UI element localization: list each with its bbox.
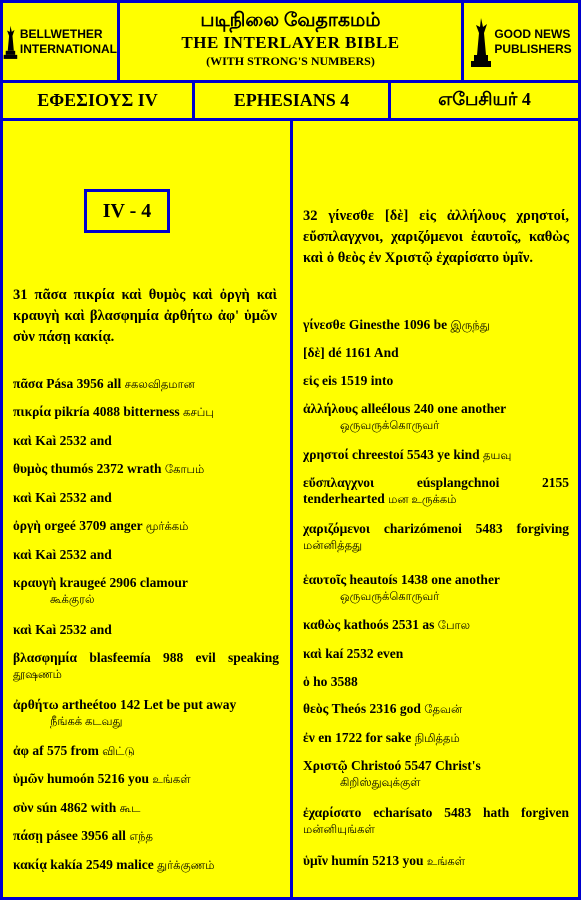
transliteration-strongs-gloss: charizómenoi 5483 forgiving [383, 521, 569, 536]
subtitle: (WITH STRONG'S NUMBERS) [206, 54, 375, 68]
statue-logo-icon [3, 15, 18, 69]
word-entry [13, 547, 279, 563]
greek-word: καθὼς [303, 617, 344, 632]
word-entry [13, 433, 279, 449]
word-entry [303, 674, 569, 690]
word-entry [303, 572, 569, 605]
transliteration-strongs-gloss: kraugeé 2906 clamour [59, 575, 188, 590]
transliteration-strongs-gloss: Kaì 2532 and [35, 433, 112, 448]
word-entry [303, 805, 569, 838]
title-box [120, 3, 461, 80]
transliteration-strongs-gloss: Theós 2316 god [331, 701, 425, 716]
word-entry [303, 758, 569, 791]
header [3, 3, 578, 83]
book-bar [3, 83, 578, 121]
tamil-gloss: தயவு [483, 450, 512, 462]
greek-word: πικρία [13, 404, 55, 419]
transliteration-strongs-gloss: kakía 2549 malice [50, 857, 158, 872]
word-entry [13, 490, 279, 506]
transliteration-strongs-gloss: heautoís 1438 one another [349, 572, 500, 587]
transliteration-strongs-gloss: eúsplangchnoi 2155 tenderhearted [303, 475, 570, 506]
statue-logo-icon [470, 15, 492, 69]
greek-word: ὁ [303, 674, 314, 689]
greek-word: ἀρθήτω [13, 697, 62, 712]
transliteration-strongs-gloss: chreestoí 5543 ye kind [352, 447, 484, 462]
tamil-gloss: உங்கள் [426, 856, 466, 868]
greek-word: ἀφ [13, 743, 33, 758]
greek-word: ἀλλήλους [303, 401, 361, 416]
greek-word: καὶ [13, 547, 36, 562]
tamil-gloss: நிமித்தம் [414, 733, 460, 745]
tamil-gloss: தூஷணம் [13, 669, 62, 681]
word-entry [303, 617, 569, 634]
transliteration-strongs-gloss: af 575 from [32, 743, 103, 758]
greek-word: χρηστοί [303, 447, 353, 462]
transliteration-strongs-gloss: pásee 3956 all [46, 828, 130, 843]
transliteration-strongs-gloss: kaí 2532 even [325, 646, 404, 661]
title-tamil: படிநிலை வேதாகமம் [200, 10, 381, 31]
greek-word: κακίᾳ [13, 857, 51, 872]
greek-word: ὑμῶν [13, 771, 47, 786]
left-logo-line-1: BELLWETHER [19, 26, 103, 41]
tamil-gloss: மன உருக்கம் [388, 494, 457, 506]
tamil-gloss: ஒருவருக்கொருவர் [340, 591, 440, 603]
tamil-gloss: மன்னியுங்கள் [303, 824, 375, 836]
tamil-gloss: இருந்து [450, 320, 490, 332]
tamil-gloss: கோபம் [164, 464, 205, 476]
greek-word: πάσῃ [13, 828, 47, 843]
tamil-gloss: மூர்க்கம் [145, 521, 189, 533]
transliteration-strongs-gloss: Kaì 2532 and [35, 622, 112, 637]
word-entry [13, 404, 279, 421]
transliteration-strongs-gloss: en 1722 for sake [318, 730, 415, 745]
word-entry [303, 317, 569, 334]
tamil-gloss: கிறிஸ்துவுக்குள் [340, 777, 421, 789]
greek-word: θεὸς [303, 701, 332, 716]
word-entry [13, 650, 279, 683]
word-entry [303, 730, 569, 747]
greek-word: εὔσπλαγχνοι [303, 475, 417, 490]
transliteration-strongs-gloss: blasfeemía 988 evil speaking [89, 650, 279, 665]
word-entry [13, 461, 279, 478]
book-greek: ΕΦΕΣΙΟΥΣ IV [3, 83, 195, 118]
transliteration-strongs-gloss: pikría 4088 bitterness [54, 404, 184, 419]
book-tamil: எபேசியர் 4 [438, 89, 531, 109]
greek-word: ἐχαρίσατο [303, 805, 374, 820]
tamil-gloss: உங்கள் [152, 774, 191, 786]
tamil-gloss: நீங்கக் கடவது [50, 716, 123, 728]
verse-32-text: 32 γίνεσθε [δὲ] εἰς ἀλλήλους χρηστοί, εὔσπλαγχνοι, χαριζόμενοι ἑαυτοῖς, καθὼς καὶ ὁ θεὸς ἐν Χριστῷ ἐχαρίσατο ὑμῖν. [303, 208, 569, 266]
word-entry [303, 401, 569, 434]
left-logo-line-2: INTERNATIONAL [19, 41, 117, 56]
left-column [3, 121, 293, 897]
tamil-gloss: ஒருவருக்கொருவர் [340, 420, 440, 432]
good-news-logo [461, 3, 578, 80]
greek-word: χαριζόμενοι [303, 521, 384, 536]
transliteration-strongs-gloss: Christoó 5547 Christ's [350, 758, 481, 773]
tamil-gloss: துர்க்குணம் [157, 860, 215, 872]
tamil-gloss: கூட [119, 803, 141, 815]
transliteration-strongs-gloss: thumós 2372 wrath [50, 461, 165, 476]
transliteration-strongs-gloss: alleélous 240 one another [360, 401, 507, 416]
tamil-gloss: போல [437, 620, 471, 632]
greek-word: εἰς [303, 373, 323, 388]
greek-word: Χριστῷ [303, 758, 351, 773]
word-entry [13, 518, 279, 535]
greek-word: πᾶσα [13, 376, 47, 391]
word-entry [13, 800, 279, 817]
word-entry [13, 376, 279, 393]
greek-word: καὶ [13, 433, 36, 448]
word-entry [13, 697, 279, 730]
chapter-label: IV - 4 [84, 189, 170, 233]
word-entry [303, 447, 569, 464]
transliteration-strongs-gloss: Kaì 2532 and [35, 547, 112, 562]
transliteration-strongs-gloss: Kaì 2532 and [35, 490, 112, 505]
bellwether-logo [3, 3, 120, 80]
greek-word: ὑμῖν [303, 853, 332, 868]
word-entry [13, 575, 279, 608]
greek-word: καὶ [303, 646, 326, 661]
word-entry [13, 771, 279, 788]
word-entry [13, 857, 279, 874]
greek-word: ὀργὴ [13, 518, 45, 533]
transliteration-strongs-gloss: humoón 5216 you [46, 771, 153, 786]
transliteration-strongs-gloss: sún 4862 with [36, 800, 120, 815]
tamil-gloss: மன்னித்தது [303, 540, 363, 552]
transliteration-strongs-gloss: eis 1519 into [322, 373, 394, 388]
greek-word: θυμὸς [13, 461, 51, 476]
transliteration-strongs-gloss: artheétoo 142 Let be put away [61, 697, 237, 712]
transliteration-strongs-gloss: kathoós 2531 as [343, 617, 438, 632]
title-english: THE INTERLAYER BIBLE [181, 33, 400, 52]
word-entry [303, 853, 569, 870]
right-logo-line-2: PUBLISHERS [494, 41, 572, 56]
transliteration-strongs-gloss: orgeé 3709 anger [44, 518, 146, 533]
tamil-gloss: கசப்பு [183, 407, 214, 419]
transliteration-strongs-gloss: ho 3588 [313, 674, 358, 689]
tamil-gloss: தேவன் [424, 704, 463, 716]
word-entry [303, 701, 569, 718]
tamil-gloss: கூக்குரல் [50, 594, 95, 606]
word-entry [303, 475, 569, 508]
right-logo-line-1: GOOD NEWS [494, 26, 571, 41]
transliteration-strongs-gloss: Pása 3956 all [46, 376, 125, 391]
word-entry [303, 373, 569, 389]
greek-word: γίνεσθε [303, 317, 349, 332]
word-entry [13, 743, 279, 760]
greek-word: ἑαυτοῖς [303, 572, 350, 587]
tamil-gloss: சகலவிதமான [124, 379, 195, 391]
greek-word: ἐν [303, 730, 319, 745]
transliteration-strongs-gloss: Ginesthe 1096 be [348, 317, 451, 332]
greek-word: κραυγὴ [13, 575, 60, 590]
transliteration-strongs-gloss: humín 5213 you [331, 853, 427, 868]
transliteration-strongs-gloss: dé 1161 And [328, 345, 399, 360]
tamil-gloss: எந்த [129, 831, 154, 843]
word-entry [13, 622, 279, 638]
greek-word: σὺν [13, 800, 37, 815]
word-entry [13, 828, 279, 845]
greek-word: βλασφημία [13, 650, 90, 665]
word-entry [303, 646, 569, 662]
tamil-gloss: விட்டு [102, 746, 135, 758]
greek-word: καὶ [13, 490, 36, 505]
verse-31-text: 31 πᾶσα πικρία καὶ θυμὸς καὶ ὀργὴ καὶ κραυγὴ καὶ βλασφημία ἀρθήτω ἀφ' ὑμῶν σὺν πάσῃ κακίᾳ. [13, 287, 277, 345]
book-english: EPHESIANS 4 [195, 83, 391, 118]
greek-word: [δὲ] [303, 345, 329, 360]
greek-word: καὶ [13, 622, 36, 637]
right-column [293, 121, 578, 897]
transliteration-strongs-gloss: echarísato 5483 hath forgiven [373, 805, 569, 820]
word-entry [303, 345, 569, 361]
word-entry [303, 521, 569, 554]
